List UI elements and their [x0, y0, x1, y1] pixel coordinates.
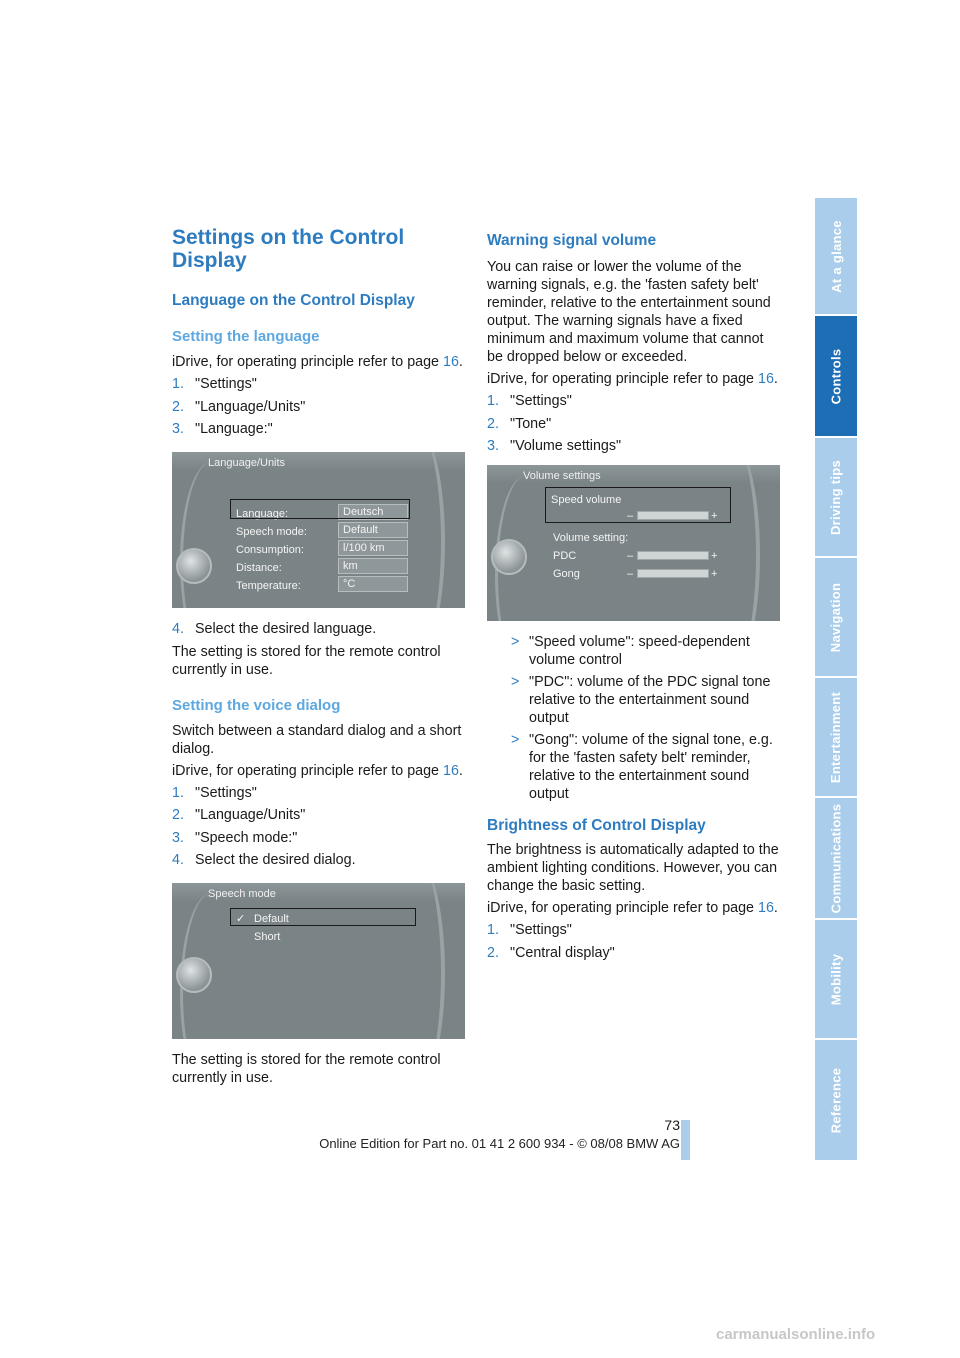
idrive-ref-1: iDrive, for operating principle refer to page 16. — [172, 354, 463, 370]
idrive-ref-2: iDrive, for operating principle refer to page 16. — [172, 762, 463, 779]
controller-knob-icon — [176, 957, 212, 993]
tab-entertainment[interactable]: Entertainment — [815, 678, 857, 796]
controller-knob-icon — [176, 548, 212, 584]
list-item: > "PDC": volume of the PDC signal tone relative to the entertainment sound output — [511, 674, 771, 726]
stored-note-1: The setting is stored for the remote control currently in use. — [172, 643, 441, 678]
speech-mode-screen: Speech mode ✓ Default Short — [172, 883, 465, 1039]
step-item: 1. "Settings" — [172, 784, 257, 801]
tab-navigation[interactable]: Navigation — [815, 558, 857, 676]
subheading-voice-dialog: Setting the voice dialog — [172, 696, 341, 714]
selection-frame — [545, 487, 731, 523]
page-link[interactable]: 16 — [443, 762, 459, 779]
selection-frame — [230, 499, 410, 519]
watermark: carmanualsonline.info — [716, 1326, 876, 1343]
brightness-intro: The brightness is automatically adapted to the ambient lighting conditions. However, you can change the basic setting. — [487, 842, 779, 894]
page-link[interactable]: 16 — [443, 354, 459, 370]
pdc-volume-slider — [637, 551, 709, 560]
screen-title: Speech mode — [208, 888, 276, 900]
idrive-ref-4: iDrive, for operating principle refer to page 16. — [487, 900, 778, 916]
page-number: 73 — [664, 1117, 680, 1133]
gong-volume-slider — [637, 569, 709, 578]
step-item: 1. "Settings" — [487, 922, 572, 938]
stored-note-2: The setting is stored for the remote control currently in use. — [172, 1052, 441, 1086]
step-item: 3. "Speech mode:" — [172, 829, 298, 846]
screen-title: Volume settings — [523, 470, 601, 482]
step-item: 3. "Language:" — [172, 421, 273, 437]
tab-mobility[interactable]: Mobility — [815, 920, 857, 1038]
footer-bar — [681, 1120, 690, 1160]
steps-language — [172, 375, 466, 438]
volume-bullets — [487, 633, 781, 803]
footer-text: Online Edition for Part no. 01 41 2 600 934 - © 08/08 BMW AG — [319, 1136, 680, 1151]
step-item: 4. Select the desired dialog. — [172, 852, 356, 868]
selection-frame — [230, 908, 416, 926]
language-units-screen: Language/Units Language: Deutsch Speech mode: Default Consumption: l/100 km Distance: km Temperature: °C — [172, 452, 465, 608]
step-item: 1. "Settings" — [172, 376, 257, 392]
step-item: 2. "Language/Units" — [172, 398, 306, 415]
step-item: 3. "Volume settings" — [487, 438, 622, 454]
volume-settings-screen: Volume settings Speed volume – + Volume setting: PDC – + Gong – + — [487, 465, 780, 621]
steps-volume — [487, 392, 781, 455]
tab-driving-tips[interactable]: Driving tips — [815, 438, 857, 556]
step-item: 2. "Language/Units" — [172, 807, 306, 823]
controller-knob-icon — [491, 539, 527, 575]
step-item: 1. "Settings" — [487, 393, 572, 409]
tab-reference[interactable]: Reference — [815, 1040, 857, 1160]
tab-communications[interactable]: Communications — [815, 798, 857, 918]
voice-dialog-intro: Switch between a standard dialog and a short dialog. — [172, 722, 462, 757]
steps-brightness — [487, 921, 781, 962]
tab-at-a-glance[interactable]: At a glance — [815, 198, 857, 314]
subheading-warning-volume: Warning signal volume — [487, 232, 657, 249]
warning-volume-intro: You can raise or lower the volume of the warning signals, e.g. the 'fasten safety belt' reminder, relative to the entertainment sound output. The warning signals have a fixed minimum and maximum volume that cannot be dropped below or exceeded. — [487, 259, 771, 365]
subheading-brightness: Brightness of Control Display — [487, 817, 706, 834]
page-title: Settings on the Control Display — [172, 226, 405, 272]
step-item: 2. "Central display" — [487, 944, 615, 961]
right-column — [487, 226, 781, 966]
tab-controls[interactable]: Controls — [815, 316, 857, 436]
list-item: > "Gong": volume of the signal tone, e.g. for the 'fasten safety belt' reminder, relative to the entertainment sound output — [511, 732, 773, 802]
page-link[interactable]: 16 — [758, 900, 774, 916]
left-column — [172, 226, 466, 1091]
list-item: > "Speed volume": speed-dependent volume control — [511, 634, 750, 668]
step-4-language — [172, 620, 466, 638]
idrive-ref-3: iDrive, for operating principle refer to page 16. — [487, 371, 778, 387]
page-link[interactable]: 16 — [758, 371, 774, 387]
step-item: 2. "Tone" — [487, 415, 552, 432]
screen-title: Language/Units — [208, 457, 286, 469]
section-heading-language: Language on the Control Display — [172, 292, 415, 309]
steps-voice-dialog — [172, 784, 466, 870]
check-icon: ✓ — [236, 913, 246, 925]
subheading-setting-language: Setting the language — [172, 328, 320, 345]
step-item: 4. Select the desired language. — [172, 621, 377, 637]
